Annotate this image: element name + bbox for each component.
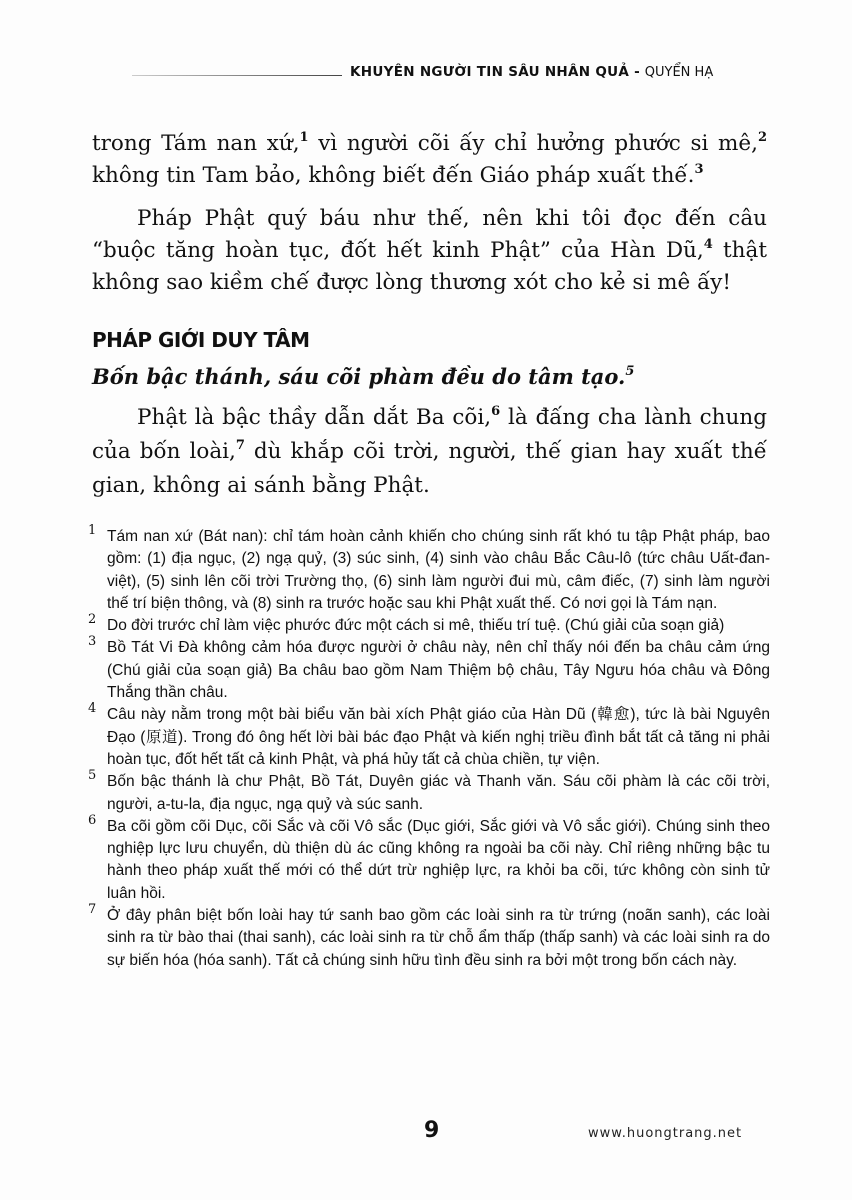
footnote-ref-5[interactable]: 5 (625, 364, 635, 379)
footnote-ref-3[interactable]: 3 (694, 162, 704, 177)
paragraph-2: Pháp Phật quý báu như thế, nên khi tôi đọc đến câu “buộc tăng hoàn tục, đốt hết kinh Phật” của Hàn Dũ,$^4$ thật không sao kiềm chế được lòng thương xót cho kẻ si mê ấy! (92, 206, 767, 295)
page-number: 9 (424, 1118, 440, 1143)
footnote-number: 3 (88, 634, 97, 650)
footnote-5: 5 Bốn bậc thánh là chư Phật, Bồ Tát, Duyên giác và Thanh văn. Sáu cõi phàm là các cõi trời, người, a-tu-la, địa ngục, ngạ quỷ và súc sanh. (88, 771, 770, 816)
book-title: KHUYÊN NGƯỜI TIN SÂU NHÂN QUẢ (350, 64, 630, 80)
footnote-2: 2 Do đời trước chỉ làm việc phước đức một cách si mê, thiếu trí tuệ. (Chú giải của soạn giả) (88, 615, 770, 637)
footnote-7: 7 Ở đây phân biệt bốn loài hay tứ sanh bao gồm các loài sinh ra từ trứng (noãn sanh), các loài sinh ra từ bào thai (thai sanh), các loài sinh ra từ chỗ ẩm thấp (thấp sanh) và các loài sinh ra do sự biến hóa (hóa sanh). Tất cả chúng sinh hữu tình đều sinh ra bởi một trong bốn cách này. (88, 905, 770, 972)
footnote-ref-7[interactable]: 7 (235, 438, 245, 453)
footnote-number: 5 (88, 768, 97, 784)
volume-label: QUYỂN HẠ (644, 64, 714, 80)
footnote-ref-4[interactable]: 4 (703, 237, 713, 252)
footnote-number: 4 (88, 701, 97, 717)
publisher-url: www.huongtrang.net (588, 1126, 743, 1141)
paragraph-3: Phật là bậc thầy dẫn dắt Ba cõi,$^6$ là đấng cha lành chung của bốn loài,$^7$ dù khắp cõi trời, người, thế gian hay xuất thế gian, không ai sánh bằng Phật. (92, 404, 767, 498)
header-separator: - (634, 64, 640, 80)
footnote-number: 6 (88, 812, 97, 828)
section-heading: PHÁP GIỚI DUY TÂM (92, 328, 310, 352)
footnote-number: 2 (88, 612, 97, 628)
footnote-3: 3 Bồ Tát Vi Đà không cảm hóa được người ở châu này, nên chỉ thấy nói đến ba châu cảm ứng (Chú giải của soạn giả) Ba châu bao gồm Nam Thiệm bộ châu, Tây Ngưu hóa châu và Đông Thắng thần châu. (88, 637, 770, 704)
footnote-1: 1 Tám nan xứ (Bát nan): chỉ tám hoàn cảnh khiến cho chúng sinh rất khó tu tập Phật pháp, bao gồm: (1) địa ngục, (2) ngạ quỷ, (3) súc sinh, (4) sinh vào châu Bắc Câu-lô (tức châu Uất-đan-việt), (5) sinh lên cõi trời Trường thọ, (6) sinh làm người đui mù, câm điếc, (7) sinh làm người thế trí biện thông, và (8) sinh ra trước hoặc sau khi Phật xuất thế. Có nơi gọi là Tám nạn. (88, 526, 770, 615)
paragraph-1: trong Tám nan xứ,$^1$ vì người cõi ấy chỉ hưởng phước si mê,$^2$ không tin Tam bảo, không biết đến Giáo pháp xuất thế.$^3$ (92, 130, 767, 188)
footnote-4: 4 Câu này nằm trong một bài biểu văn bài xích Phật giáo của Hàn Dũ (韓愈), tức là bài Nguyên Đạo (原道). Trong đó ông hết lời bài bác đạo Phật và kiến nghị triều đình bắt tất cả tăng ni phải hoàn tục, đốt hết tất cả kinh Phật, và phá hủy tất cả chùa chiền, tự viện. (88, 704, 770, 771)
footnote-ref-2[interactable]: 2 (757, 130, 767, 145)
footnote-ref-1[interactable]: 1 (299, 130, 309, 145)
footnote-6: 6 Ba cõi gồm cõi Dục, cõi Sắc và cõi Vô sắc (Dục giới, Sắc giới và Vô sắc giới). Chúng sinh theo nghiệp lực lưu chuyển, dù thiện dù ác cũng không ra ngoài ba cõi này. Chỉ riêng những bậc tu hành theo pháp xuất thế mới có thể dứt trừ nghiệp lực, ra khỏi ba cõi, tức không còn sinh tử luân hồi. (88, 816, 770, 905)
section-subheading: Bốn bậc thánh, sáu cõi phàm đều do tâm tạo.$^5$ (92, 364, 635, 389)
header-rule (132, 75, 342, 76)
footnote-ref-6[interactable]: 6 (491, 404, 501, 419)
footnote-number: 7 (88, 902, 97, 918)
footnotes (88, 523, 770, 972)
running-header (132, 60, 792, 84)
footnote-number: 1 (88, 523, 97, 538)
